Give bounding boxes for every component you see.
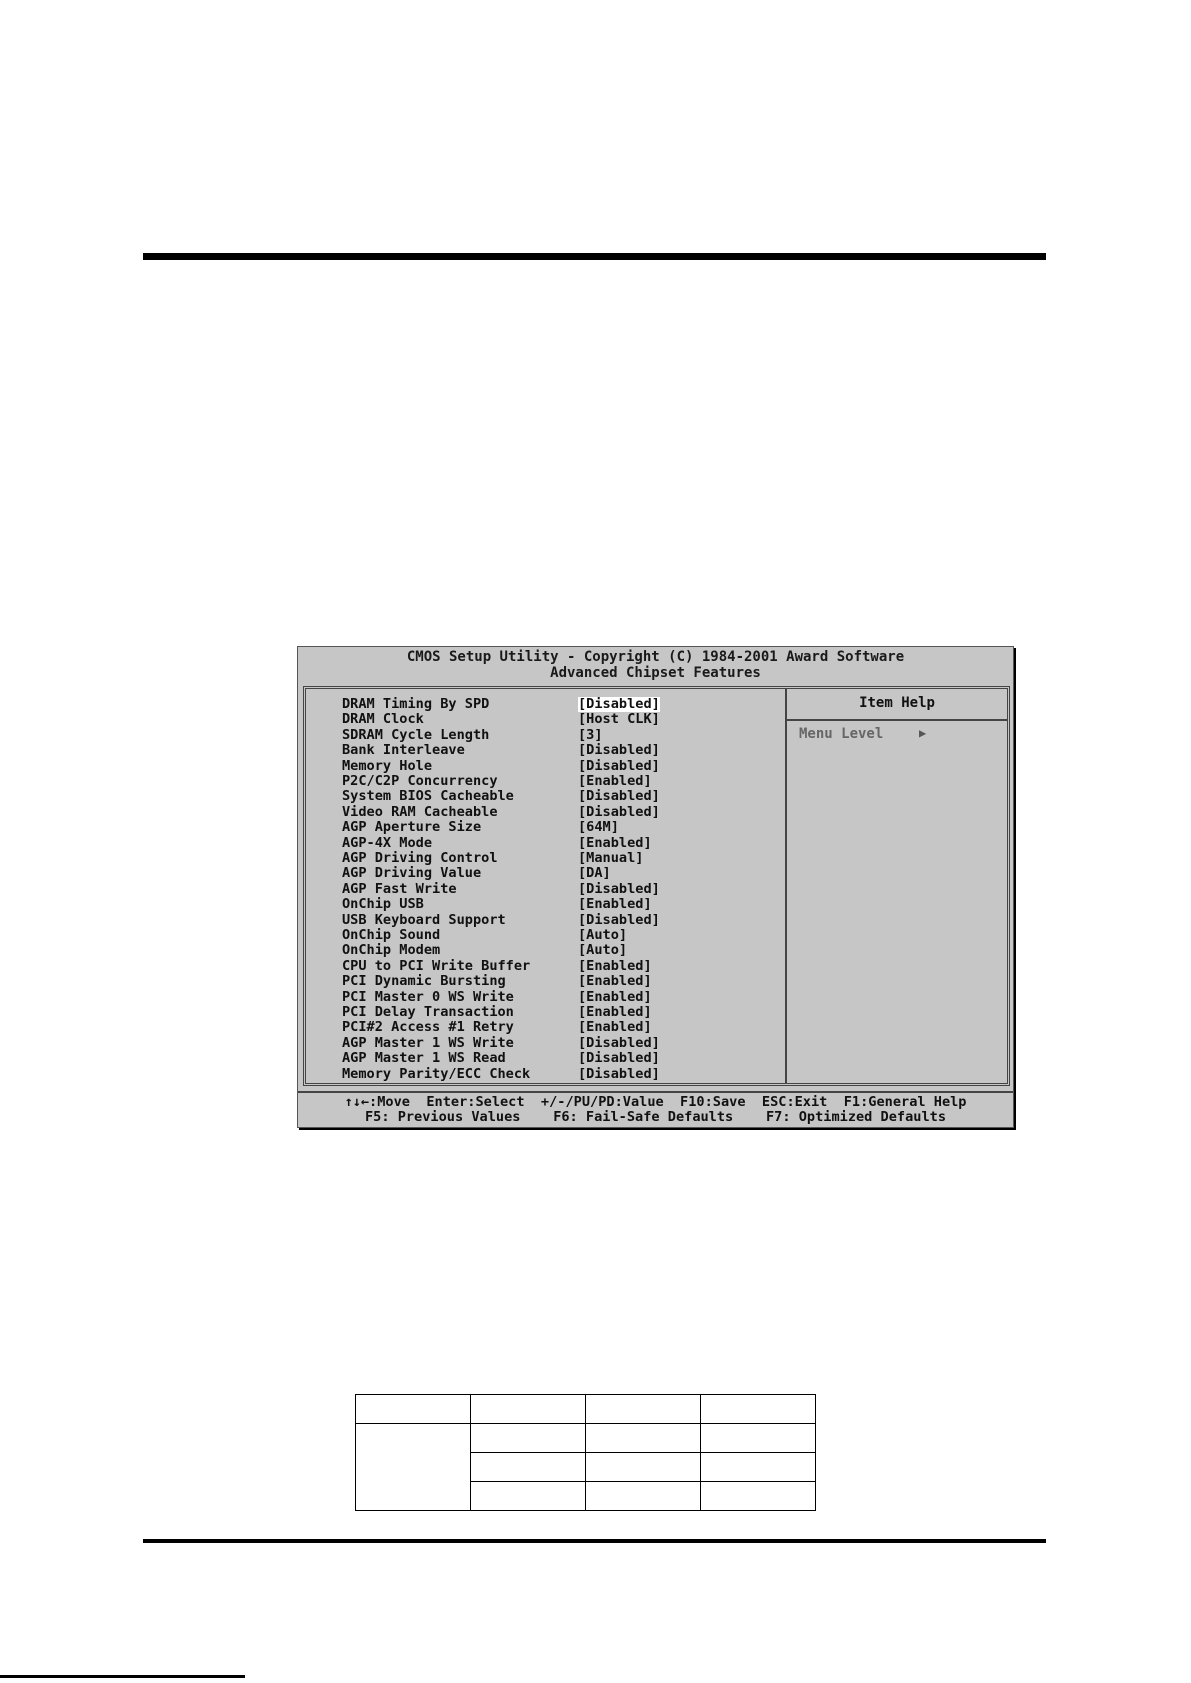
setting-row[interactable] (342, 959, 782, 974)
key-legend-line-1: ↑↓←:Move Enter:Select +/-/PU/PD:Value F10:Save ESC:Exit F1:General Help (344, 1094, 967, 1110)
setting-value[interactable]: [Enabled] (578, 973, 652, 990)
setting-value[interactable]: [Disabled] (578, 911, 660, 928)
setting-value[interactable]: [Disabled] (578, 757, 660, 774)
table-cell (356, 1395, 471, 1424)
setting-value[interactable]: [DA] (578, 865, 611, 882)
setting-name: AGP Driving Value (342, 865, 482, 882)
table-cell (471, 1482, 586, 1511)
setting-row[interactable] (342, 913, 782, 928)
setting-name: AGP Driving Control (342, 850, 498, 866)
table-cell (586, 1482, 701, 1511)
setting-name: AGP Fast Write (342, 880, 457, 897)
setting-value[interactable]: [Auto] (578, 942, 628, 959)
table-cell (701, 1424, 816, 1453)
table-cell (701, 1453, 816, 1482)
footer-rule (0, 1675, 245, 1678)
table-cell (586, 1424, 701, 1453)
bios-title-copyright: CMOS Setup Utility - Copyright (C) 1984-2001 Award Software (406, 649, 905, 665)
setting-value[interactable]: [Manual] (578, 850, 644, 866)
setting-name: AGP Aperture Size (342, 819, 482, 836)
setting-value[interactable]: [Enabled] (578, 957, 652, 974)
setting-name: DRAM Clock (342, 711, 424, 728)
table-cell (701, 1482, 816, 1511)
setting-name: OnChip USB (342, 896, 424, 913)
setting-row[interactable] (342, 851, 782, 866)
setting-name: PCI Delay Transaction (342, 1004, 514, 1020)
bios-key-legend (298, 1091, 1013, 1127)
table-cell (701, 1395, 816, 1424)
table-row (356, 1424, 816, 1453)
setting-name: Memory Hole (342, 757, 433, 774)
table-cell (586, 1395, 701, 1424)
setting-value[interactable]: [Enabled] (578, 896, 652, 913)
top-rule (143, 253, 1046, 260)
bios-setup-screen (297, 646, 1014, 1128)
setting-row[interactable] (342, 1036, 782, 1051)
setting-name: AGP-4X Mode (342, 834, 433, 851)
empty-table (355, 1394, 816, 1511)
setting-name: AGP Master 1 WS Read (342, 1050, 506, 1067)
setting-row[interactable] (342, 897, 782, 912)
table-cell (471, 1395, 586, 1424)
setting-name: DRAM Timing By SPD (342, 696, 490, 712)
menu-level-label: Menu Level (799, 726, 884, 742)
setting-row[interactable] (342, 928, 782, 943)
setting-value[interactable]: [Disabled] (578, 1034, 660, 1051)
setting-row[interactable] (342, 882, 782, 897)
setting-row[interactable] (342, 774, 782, 789)
setting-name: PCI Master 0 WS Write (342, 988, 514, 1005)
setting-name: SDRAM Cycle Length (342, 726, 490, 743)
setting-row[interactable] (342, 789, 782, 804)
bottom-rule (143, 1539, 1046, 1543)
settings-list (306, 689, 787, 1083)
table-cell (586, 1453, 701, 1482)
table-cell (471, 1424, 586, 1453)
setting-value[interactable]: [Disabled] (578, 788, 660, 805)
item-help-title: Item Help (787, 689, 1007, 721)
setting-row[interactable] (342, 866, 782, 881)
setting-row[interactable] (342, 743, 782, 758)
setting-value[interactable]: [Disabled] (578, 1065, 660, 1082)
setting-row[interactable] (342, 1067, 782, 1082)
bios-title-page: Advanced Chipset Features (550, 665, 761, 681)
setting-value[interactable]: [Enabled] (578, 834, 652, 851)
table-row (356, 1395, 816, 1424)
setting-name: OnChip Sound (342, 927, 441, 943)
setting-row[interactable] (342, 728, 782, 743)
setting-name: AGP Master 1 WS Write (342, 1034, 514, 1051)
setting-name: PCI#2 Access #1 Retry (342, 1019, 514, 1036)
setting-value[interactable]: [Auto] (578, 927, 628, 943)
setting-value[interactable]: [Enabled] (578, 1004, 652, 1020)
setting-row[interactable] (342, 712, 782, 727)
setting-row[interactable] (342, 1005, 782, 1020)
setting-name: CPU to PCI Write Buffer (342, 957, 531, 974)
table-cell (356, 1424, 471, 1511)
setting-value[interactable]: [64M] (578, 819, 619, 836)
setting-value[interactable]: [Enabled] (578, 1019, 652, 1036)
key-legend-line-2: F5: Previous Values F6: Fail-Safe Defaults F7: Optimized Defaults (364, 1109, 947, 1125)
setting-value[interactable]: [Host CLK] (578, 711, 660, 728)
setting-value[interactable]: [3] (578, 726, 603, 743)
setting-value[interactable]: [Disabled] (578, 696, 660, 712)
setting-value[interactable]: [Disabled] (578, 803, 660, 820)
setting-row[interactable] (342, 759, 782, 774)
setting-row[interactable] (342, 820, 782, 835)
setting-name: Memory Parity/ECC Check (342, 1065, 531, 1082)
setting-row[interactable] (342, 1020, 782, 1035)
setting-name: Bank Interleave (342, 742, 465, 759)
setting-value[interactable]: [Disabled] (578, 742, 660, 759)
setting-row[interactable] (342, 805, 782, 820)
setting-name: PCI Dynamic Bursting (342, 973, 506, 990)
setting-row[interactable] (342, 943, 782, 958)
menu-level-arrow-icon: ▶ (919, 726, 927, 740)
setting-row[interactable] (342, 836, 782, 851)
setting-name: USB Keyboard Support (342, 911, 506, 928)
setting-row[interactable] (342, 990, 782, 1005)
setting-value[interactable]: [Disabled] (578, 1050, 660, 1067)
bios-title (298, 649, 1013, 681)
setting-row[interactable] (342, 974, 782, 989)
setting-name: P2C/C2P Concurrency (342, 773, 498, 789)
setting-value[interactable]: [Enabled] (578, 988, 652, 1005)
bios-main-panel (303, 686, 1010, 1086)
setting-value[interactable]: [Disabled] (578, 880, 660, 897)
setting-name: Video RAM Cacheable (342, 803, 498, 820)
setting-value[interactable]: [Enabled] (578, 773, 652, 789)
setting-row[interactable] (342, 697, 782, 712)
setting-row[interactable] (342, 1051, 782, 1066)
item-help-panel (787, 689, 1007, 1083)
setting-name: System BIOS Cacheable (342, 788, 514, 805)
table-cell (471, 1453, 586, 1482)
setting-name: OnChip Modem (342, 942, 441, 959)
